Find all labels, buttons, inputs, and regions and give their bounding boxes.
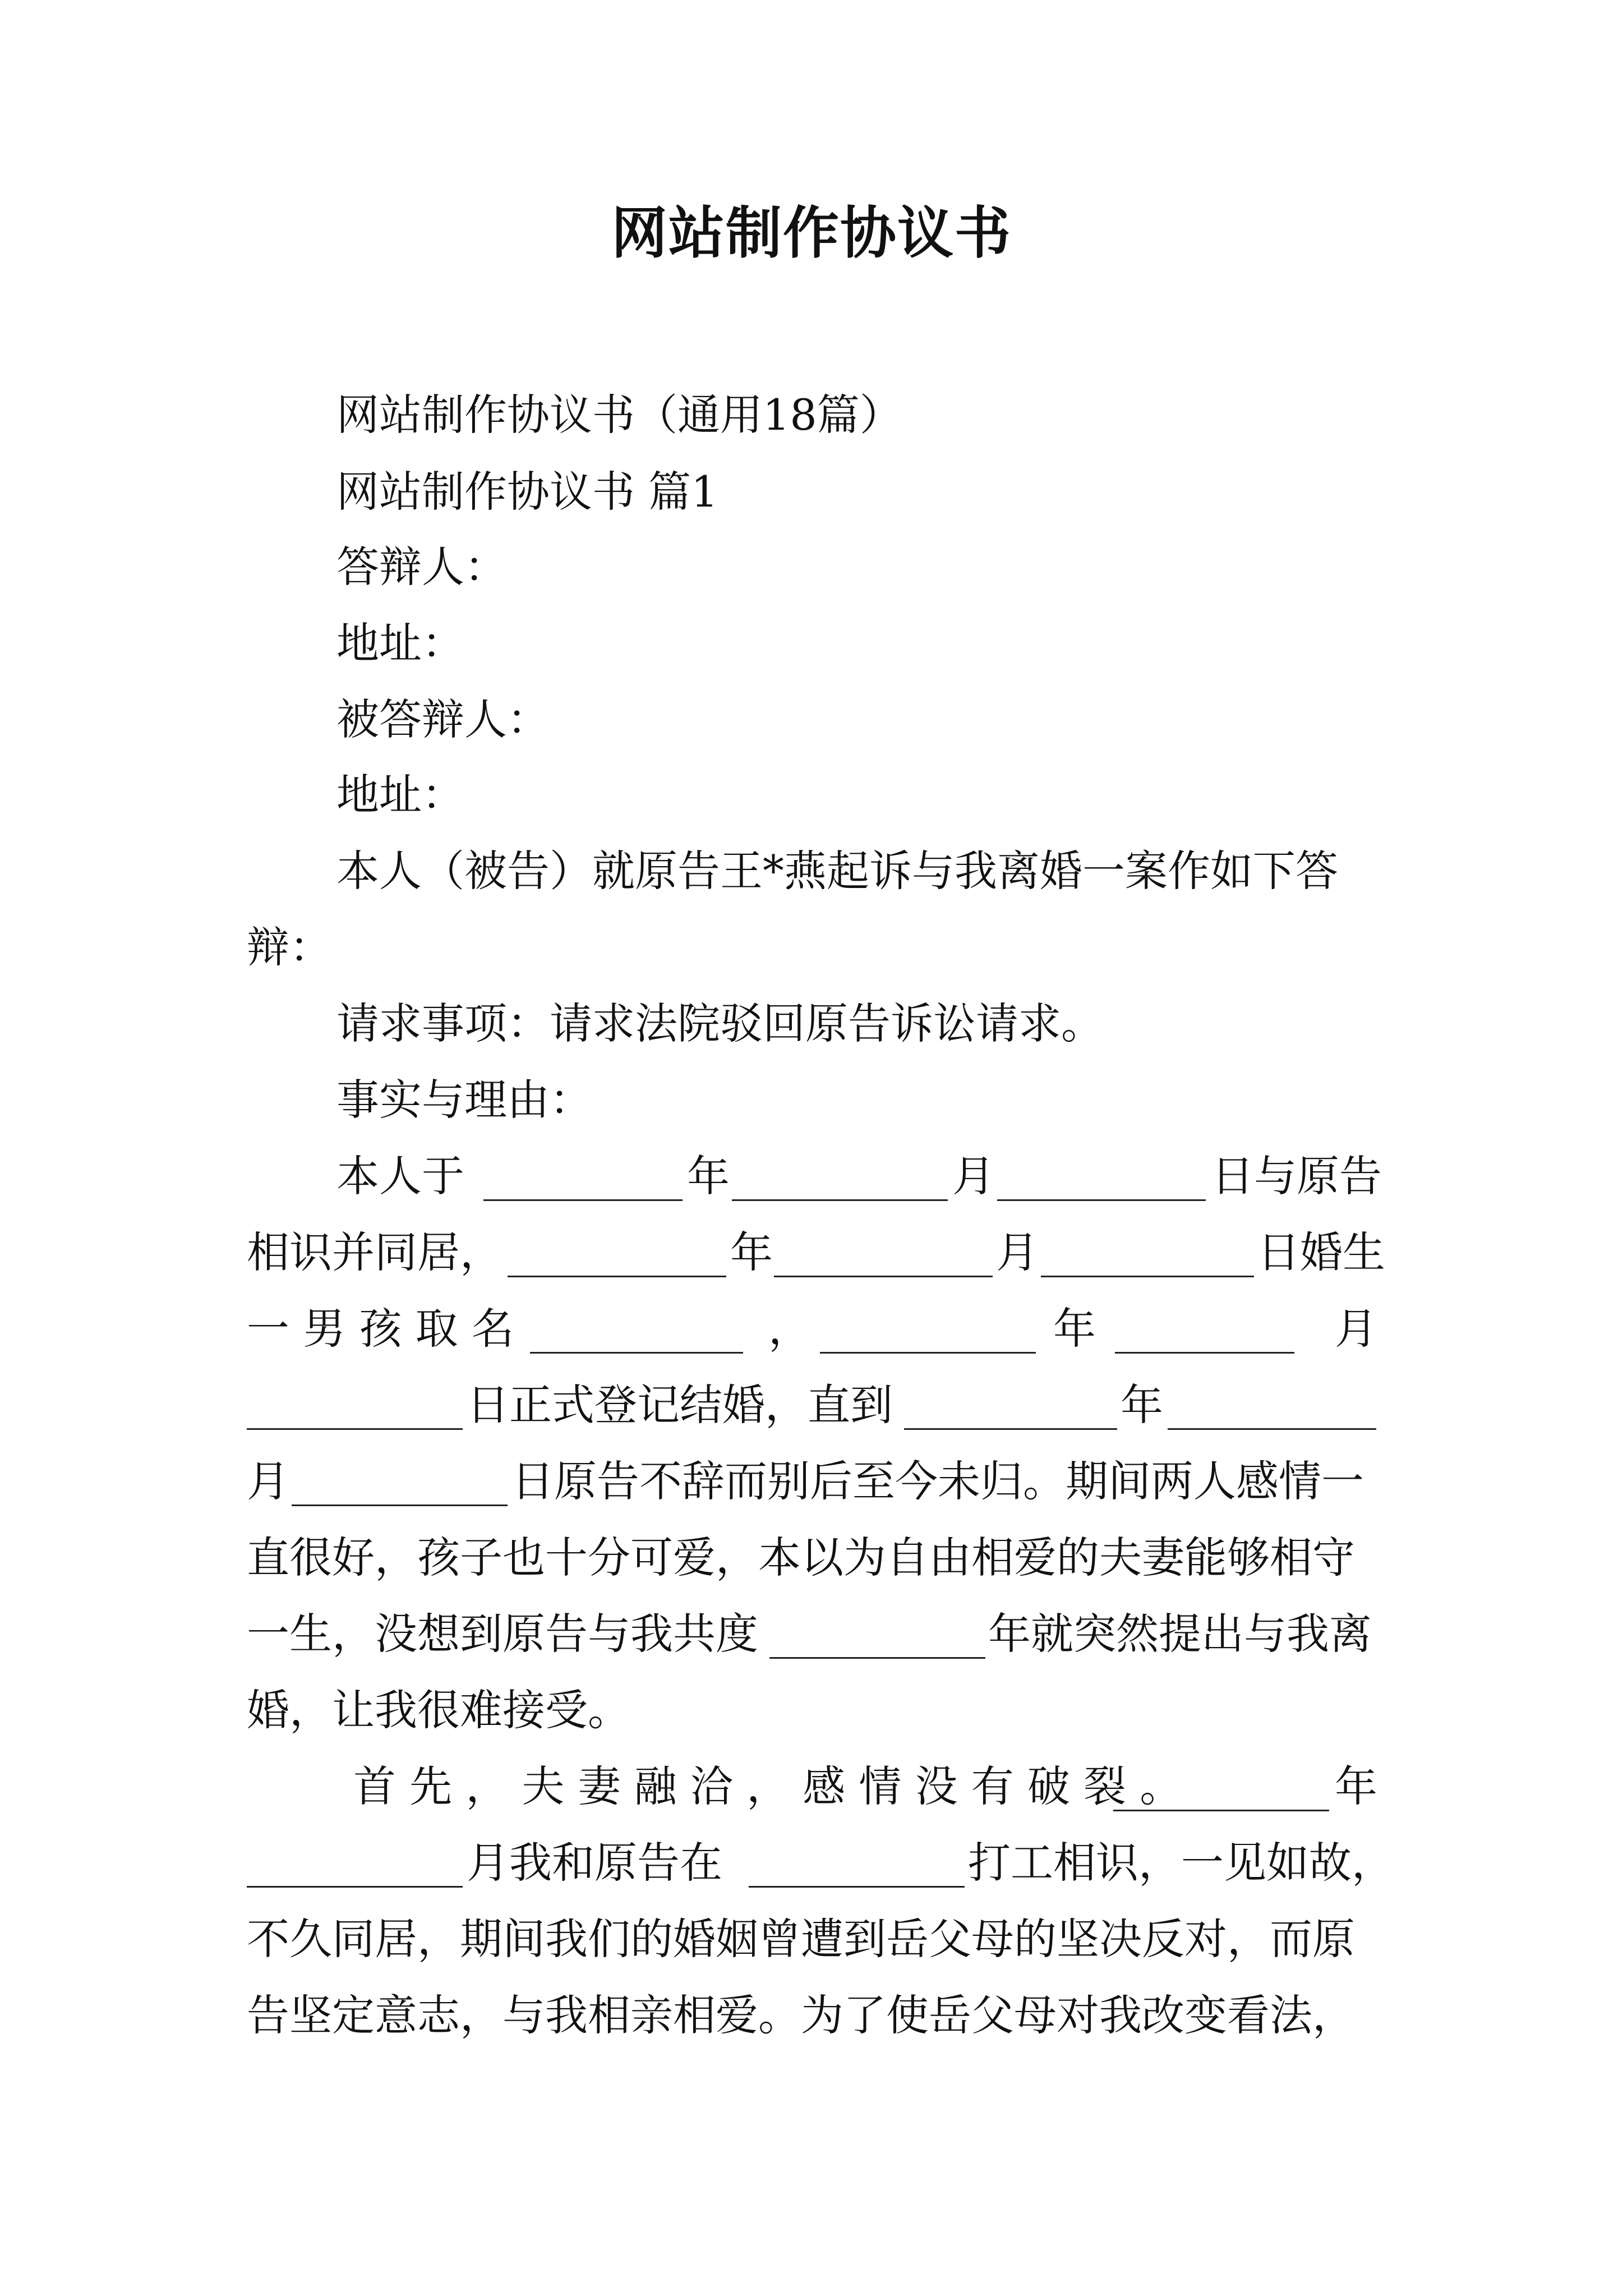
paragraph-respondent: [0, 536, 1623, 598]
text-line: 辩：: [247, 922, 332, 972]
text-segment: 日与原告: [1211, 1151, 1382, 1201]
text-segment: 一生，没想到原告与我共度: [247, 1609, 758, 1659]
paragraph-address-2: [0, 764, 1623, 826]
fill-blank: [749, 1832, 965, 1888]
text-segment: ，: [768, 1304, 811, 1354]
claimant-label: 被答辩人：: [336, 694, 550, 744]
paragraph-first-point-line: [0, 1756, 1623, 1818]
fill-blank: [247, 1832, 463, 1888]
text-segment: 月: [996, 1227, 1039, 1277]
paragraph-heading-part1: [0, 461, 1623, 523]
text-line: 婚，让我很难接受。: [247, 1685, 630, 1735]
fill-blank: [997, 1145, 1206, 1201]
part-title: 网站制作协议书 篇1: [336, 467, 718, 517]
text-line: 本人（被告）就原告王*燕起诉与我离婚一案作如下答: [336, 846, 1338, 896]
paragraph-first-point-line: [0, 1985, 1623, 2046]
paragraph-facts-line: [0, 1451, 1623, 1512]
text-line: 请求事项：请求法院驳回原告诉讼请求。: [336, 999, 1104, 1048]
fill-blank: [247, 1374, 463, 1430]
text-segment: 打工相识，一见如故，: [968, 1838, 1394, 1888]
document-title: 网站制作协议书: [611, 200, 1012, 266]
address-label: 地址：: [336, 770, 464, 820]
text-segment: 日原告不辞而别后至今未归。期间两人感情一: [511, 1456, 1364, 1506]
text-segment: 年: [1121, 1380, 1163, 1430]
paragraph-facts-line: [0, 1527, 1623, 1589]
fill-blank: [774, 1222, 993, 1277]
fill-blank: [483, 1145, 683, 1201]
paragraph-facts-heading: [0, 1069, 1623, 1131]
text-segment: 一 男 孩 取 名: [247, 1304, 514, 1354]
paragraph-facts-line: [0, 1145, 1623, 1207]
text-line: 告坚定意志，与我相亲相爱。为了使岳父母对我改变看法，: [247, 1990, 1355, 2040]
text-line: 事实与理由：: [336, 1075, 592, 1125]
text-segment: 月我和原告在: [467, 1838, 722, 1888]
text-segment: 首 先 ， 夫 妻 融 洽 ， 感 情 没 有 破 裂 。: [353, 1761, 1183, 1811]
text-segment: 相识并同居，: [247, 1227, 502, 1277]
fill-blank: [1115, 1298, 1294, 1354]
fill-blank: [732, 1145, 948, 1201]
text-segment: 年: [1053, 1304, 1096, 1354]
address-label: 地址：: [336, 618, 464, 668]
paragraph-statement-line: [0, 917, 1623, 978]
text-segment: 日婚生: [1257, 1227, 1385, 1277]
paragraph-request: [0, 993, 1623, 1055]
text-segment: 年: [687, 1151, 730, 1201]
paragraph-facts-line: [0, 1680, 1623, 1741]
paragraph-facts-line: [0, 1374, 1623, 1436]
text-segment: 年就突然提出与我离: [988, 1609, 1372, 1659]
respondent-label: 答辩人：: [336, 542, 507, 592]
collection-title: 网站制作协议书（通用18篇）: [336, 390, 902, 440]
text-segment: 月: [247, 1456, 289, 1506]
fill-blank: [292, 1451, 508, 1506]
text-line: 不久同居，期间我们的婚姻曾遭到岳父母的坚决反对，而原: [247, 1914, 1355, 1964]
fill-blank: [904, 1374, 1117, 1430]
fill-blank: [1041, 1222, 1254, 1277]
text-segment: 年: [730, 1227, 773, 1277]
fill-blank: [769, 1603, 985, 1659]
paragraph-claimant: [0, 689, 1623, 751]
paragraph-facts-line: [0, 1222, 1623, 1283]
paragraph-facts-line: [0, 1603, 1623, 1665]
fill-blank: [508, 1222, 726, 1277]
paragraph-first-point-line: [0, 1832, 1623, 1894]
fill-blank: [820, 1298, 1036, 1354]
paragraph-address-1: [0, 613, 1623, 674]
text-segment: 日正式登记结婚，直到: [467, 1380, 893, 1430]
paragraph-statement-line: [0, 840, 1623, 902]
text-line: 直很好，孩子也十分可爱，本以为自由相爱的夫妻能够相守: [247, 1533, 1355, 1582]
fill-blank: [1168, 1374, 1376, 1430]
text-segment: 月: [952, 1151, 995, 1201]
paragraph-heading-collection: [0, 384, 1623, 446]
fill-blank: [530, 1298, 743, 1354]
fill-blank: [1113, 1756, 1329, 1811]
text-segment: 月: [1335, 1304, 1377, 1354]
text-segment: 年: [1335, 1761, 1377, 1811]
paragraph-first-point-line: [0, 1908, 1623, 1970]
text-segment: 本人于: [336, 1151, 464, 1201]
paragraph-facts-line: [0, 1298, 1623, 1360]
